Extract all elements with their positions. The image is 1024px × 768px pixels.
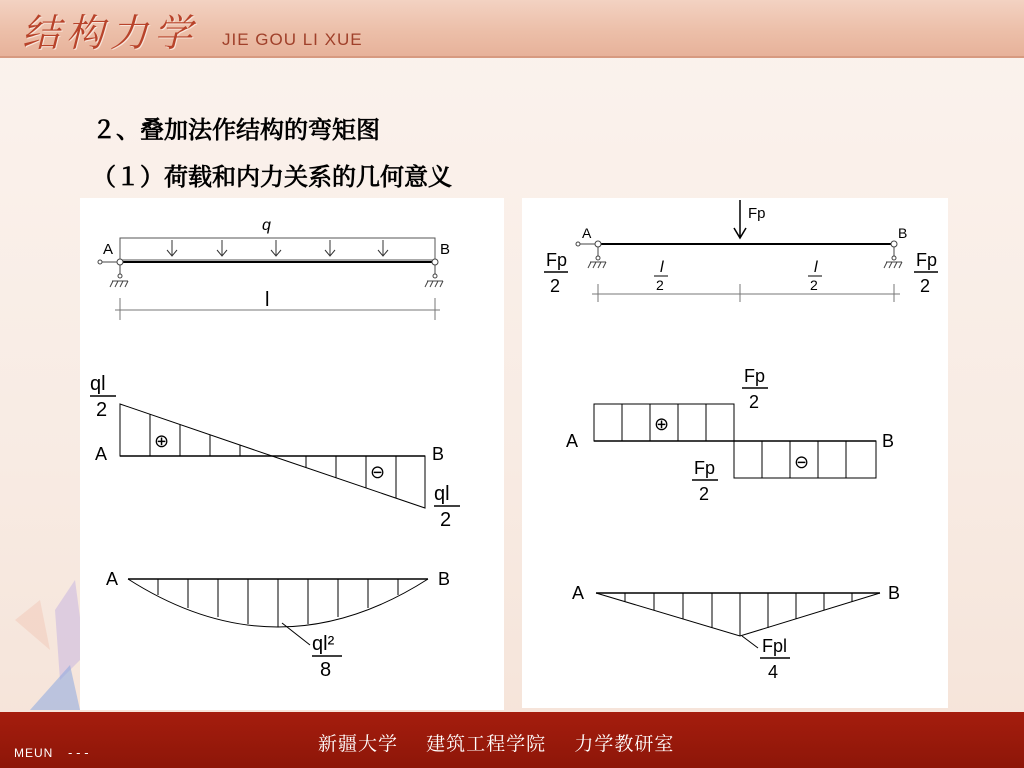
moment-label-a: A [572,583,585,603]
shear-force-diagram-point [566,366,894,504]
header-bar [0,0,1024,58]
menu-dashes: - - - [68,746,89,760]
label-b: B [898,225,908,241]
reaction-a-numerator: Fp [546,250,568,270]
moment-label-b: B [438,569,451,589]
shear-bottom-numerator: Fp [694,458,716,478]
slide-subheading: （１）荷载和内力关系的几何意义 [92,163,452,191]
slide-heading: ２、叠加法作结构的弯矩图 [92,116,380,144]
half-span-right-denominator: 2 [810,277,818,293]
shear-top-numerator: ql [90,373,106,395]
moment-numerator: ql² [312,633,335,655]
support-b-icon [425,259,443,287]
shear-label-b: B [882,431,895,451]
moment-label-b: B [888,583,901,603]
shear-bottom-denominator: 2 [699,484,710,504]
shear-top-numerator: Fp [744,366,766,386]
support-b-icon [884,241,902,268]
half-span-left-numerator: l [660,259,664,276]
simply-supported-beam-uniform [98,217,450,320]
bending-moment-diagram-point [572,583,900,682]
course-title-pinyin: JIE GOU LI XUE [222,30,363,49]
shear-label-b: B [432,444,445,464]
half-span-right-numerator: l [814,259,818,276]
support-a-icon [576,241,606,268]
minus-sign-icon: ⊖ [794,452,810,472]
institution-label: 新疆大学 建筑工程学院 力学教研室 [318,733,675,755]
shear-force-diagram-uniform [90,373,460,531]
simply-supported-beam-point [544,200,938,302]
shear-bottom-denominator: 2 [440,509,452,531]
reaction-b-denominator: 2 [920,276,931,296]
shear-top-denominator: 2 [96,399,108,421]
bending-moment-diagram-uniform [106,569,450,681]
footer-bar [0,712,1024,768]
support-a-icon [98,259,128,287]
minus-sign-icon: ⊖ [370,462,386,482]
point-load-panel [522,198,948,708]
shear-label-a: A [95,444,108,464]
label-a: A [582,225,592,241]
moment-numerator: Fpl [762,636,788,656]
reaction-a-denominator: 2 [550,276,561,296]
half-span-left-denominator: 2 [656,277,664,293]
reaction-b-numerator: Fp [916,250,938,270]
moment-label-a: A [106,569,119,589]
moment-denominator: 4 [768,662,779,682]
shear-top-denominator: 2 [749,392,760,412]
uniform-load-panel [80,198,504,710]
plus-sign-icon: ⊕ [154,431,170,451]
shear-label-a: A [566,431,579,451]
plus-sign-icon: ⊕ [654,414,670,434]
point-load-label: Fp [748,205,766,222]
span-label-l: l [265,289,270,311]
course-title-chinese: 结构力学 [22,11,199,55]
label-a: A [103,241,114,258]
shear-bottom-numerator: ql [434,483,450,505]
load-label-q: q [262,217,271,234]
moment-denominator: 8 [320,659,332,681]
label-b: B [440,241,451,258]
menu-button[interactable]: MEUN [14,746,54,760]
